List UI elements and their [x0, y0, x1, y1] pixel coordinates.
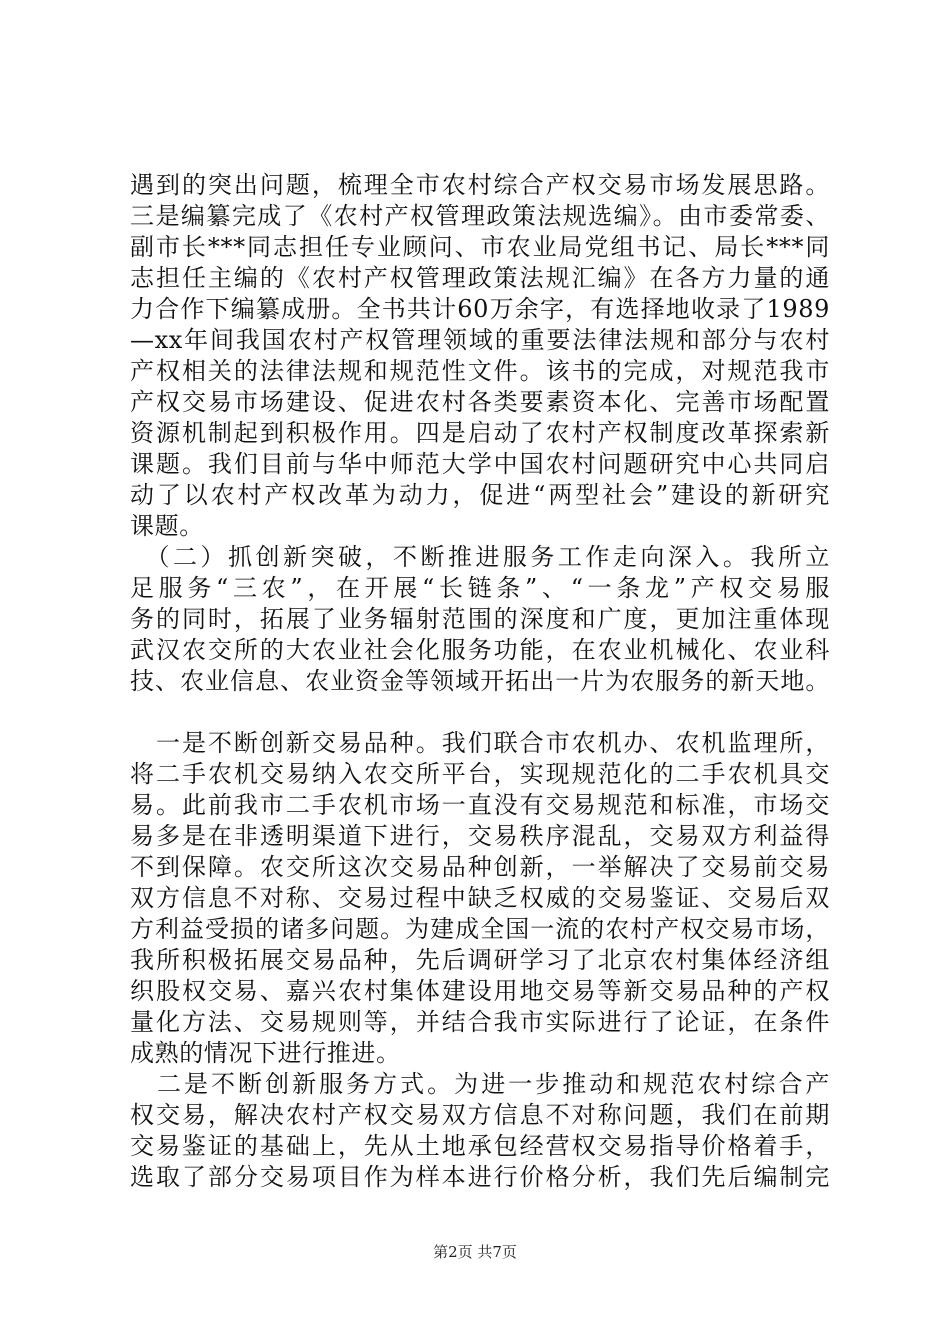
text-line: 课题。我们目前与华中师范大学中国农村问题研究中心共同启 — [130, 450, 830, 478]
text-line: —xx年间我国农村产权管理领域的重要法律法规和部分与农村 — [130, 326, 830, 354]
text-line: 产权相关的法律法规和规范性文件。该书的完成，对规范我市 — [130, 357, 830, 385]
text-line: 务的同时，拓展了业务辐射范围的深度和广度，更加注重体现 — [130, 605, 830, 633]
blank-line — [130, 697, 830, 728]
text-line: 遇到的突出问题，梳理全市农村综合产权交易市场发展思路。 — [130, 171, 830, 199]
text-line: 不到保障。农交所这次交易品种创新，一举解决了交易前交易 — [130, 853, 830, 881]
text-line: 选取了部分交易项目作为样本进行价格分析，我们先后编制完 — [130, 1163, 830, 1191]
text-line: 方利益受损的诸多问题。为建成全国一流的农村产权交易市场， — [130, 915, 830, 943]
text-line: 织股权交易、嘉兴农村集体建设用地交易等新交易品种的产权 — [130, 977, 830, 1005]
text-line: 易多是在非透明渠道下进行，交易秩序混乱，交易双方利益得 — [130, 822, 830, 850]
text-line: 二是不断创新服务方式。为进一步推动和规范农村综合产 — [130, 1070, 830, 1098]
text-line: 动了以农村产权改革为动力，促进“两型社会”建设的新研究 — [130, 481, 830, 509]
text-line: 双方信息不对称、交易过程中缺乏权威的交易鉴证、交易后双 — [130, 884, 830, 912]
text-line: 易。此前我市二手农机市场一直没有交易规范和标准，市场交 — [130, 791, 830, 819]
page-footer: 第2页 共7页 — [433, 1243, 517, 1261]
text-line: 我所积极拓展交易品种，先后调研学习了北京农村集体经济组 — [130, 946, 830, 974]
text-line: 三是编纂完成了《农村产权管理政策法规选编》。由市委常委、 — [130, 202, 830, 230]
text-line: 产权交易市场建设、促进农村各类要素资本化、完善市场配置 — [130, 388, 830, 416]
text-line: 技、农业信息、农业资金等领域开拓出一片为农服务的新天地。 — [130, 667, 830, 695]
text-line: 成熟的情况下进行推进。 — [130, 1039, 401, 1067]
text-line: 武汉农交所的大农业社会化服务功能，在农业机械化、农业科 — [130, 636, 830, 664]
text-line: 课题。 — [130, 512, 204, 540]
text-line: （二）抓创新突破，不断推进服务工作走向深入。我所立 — [130, 543, 830, 571]
text-line: 志担任主编的《农村产权管理政策法规汇编》在各方力量的通 — [130, 264, 830, 292]
body-text — [130, 170, 830, 1193]
text-line: 交易鉴证的基础上，先从土地承包经营权交易指导价格着手， — [130, 1132, 830, 1160]
text-line: 足服务“三农”，在开展“长链条”、“一条龙”产权交易服 — [130, 574, 830, 602]
text-line: 副市长***同志担任专业顾问、市农业局党组书记、局长***同 — [130, 233, 830, 261]
text-line: 资源机制起到积极作用。四是启动了农村产权制度改革探索新 — [130, 419, 830, 447]
text-line: 权交易，解决农村产权交易双方信息不对称问题，我们在前期 — [130, 1101, 830, 1129]
text-line: 将二手农机交易纳入农交所平台，实现规范化的二手农机具交 — [130, 760, 830, 788]
text-line: 力合作下编纂成册。全书共计60万余字，有选择地收录了1989 — [130, 295, 830, 323]
text-line: 量化方法、交易规则等，并结合我市实际进行了论证，在条件 — [130, 1008, 830, 1036]
text-line: 一是不断创新交易品种。我们联合市农机办、农机监理所， — [130, 729, 830, 757]
